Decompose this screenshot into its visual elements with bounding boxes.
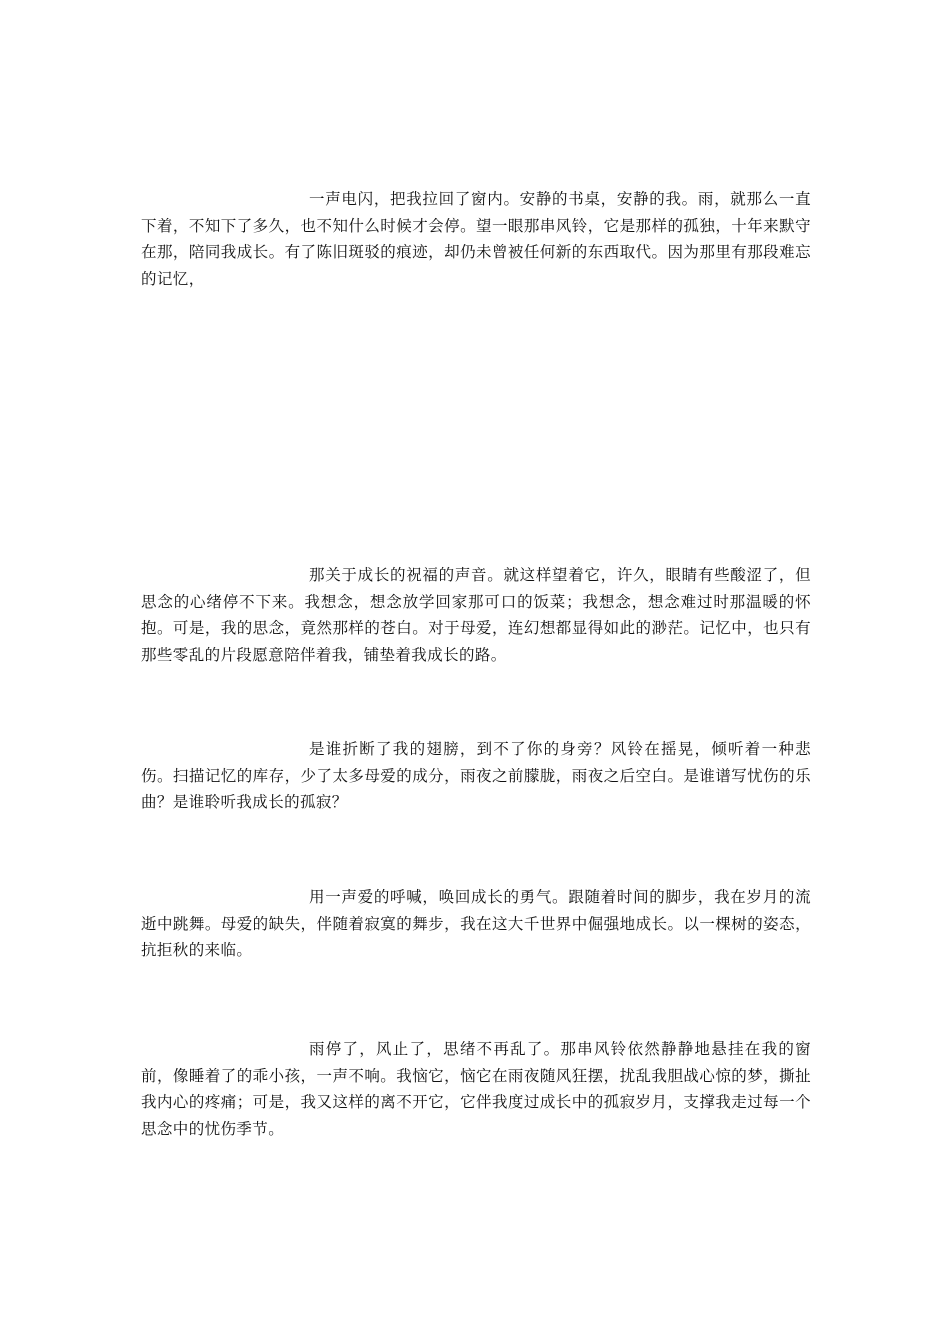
paragraph-2: 那关于成长的祝福的声音。就这样望着它，许久，眼睛有些酸涩了，但思念的心绪停不下来。我想念，想念放学回家那可口的饭菜；我想念，想念难过时那温暖的怀抱。可是，我的思念，竟然那样的苍白。对于母爱，连幻想都显得如此的渺茫。记忆中，也只有那些零乱的片段愿意陪伴着我，铺垫着我成长的路。 [141,566,811,664]
paragraph-1: 一声电闪，把我拉回了窗内。安静的书桌，安静的我。雨，就那么一直下着，不知下了多久，也不知什么时候才会停。望一眼那串风铃，它是那样的孤独，十年来默守在那，陪同我成长。有了陈旧斑驳的痕迹，却仍未曾被任何新的东西取代。因为那里有那段难忘的记忆， [141,190,811,288]
paragraph-5: 雨停了，风止了，思绪不再乱了。那串风铃依然静静地悬挂在我的窗前，像睡着了的乖小孩，一声不响。我恼它，恼它在雨夜随风狂摆，扰乱我胆战心惊的梦，撕扯我内心的疼痛；可是，我又这样的离不开它，它伴我度过成长中的孤寂岁月，支撑我走过每一个思念中的忧伤季节。 [141,1040,811,1138]
paragraph-4: 用一声爱的呼喊，唤回成长的勇气。跟随着时间的脚步，我在岁月的流逝中跳舞。母爱的缺失，伴随着寂寞的舞步，我在这大千世界中倔强地成长。以一棵树的姿态，抗拒秋的来临。 [141,888,811,959]
paragraph-3: 是谁折断了我的翅膀，到不了你的身旁？风铃在摇晃，倾听着一种悲伤。扫描记忆的库存，少了太多母爱的成分，雨夜之前朦胧，雨夜之后空白。是谁谱写忧伤的乐曲？是谁聆听我成长的孤寂？ [141,740,811,811]
